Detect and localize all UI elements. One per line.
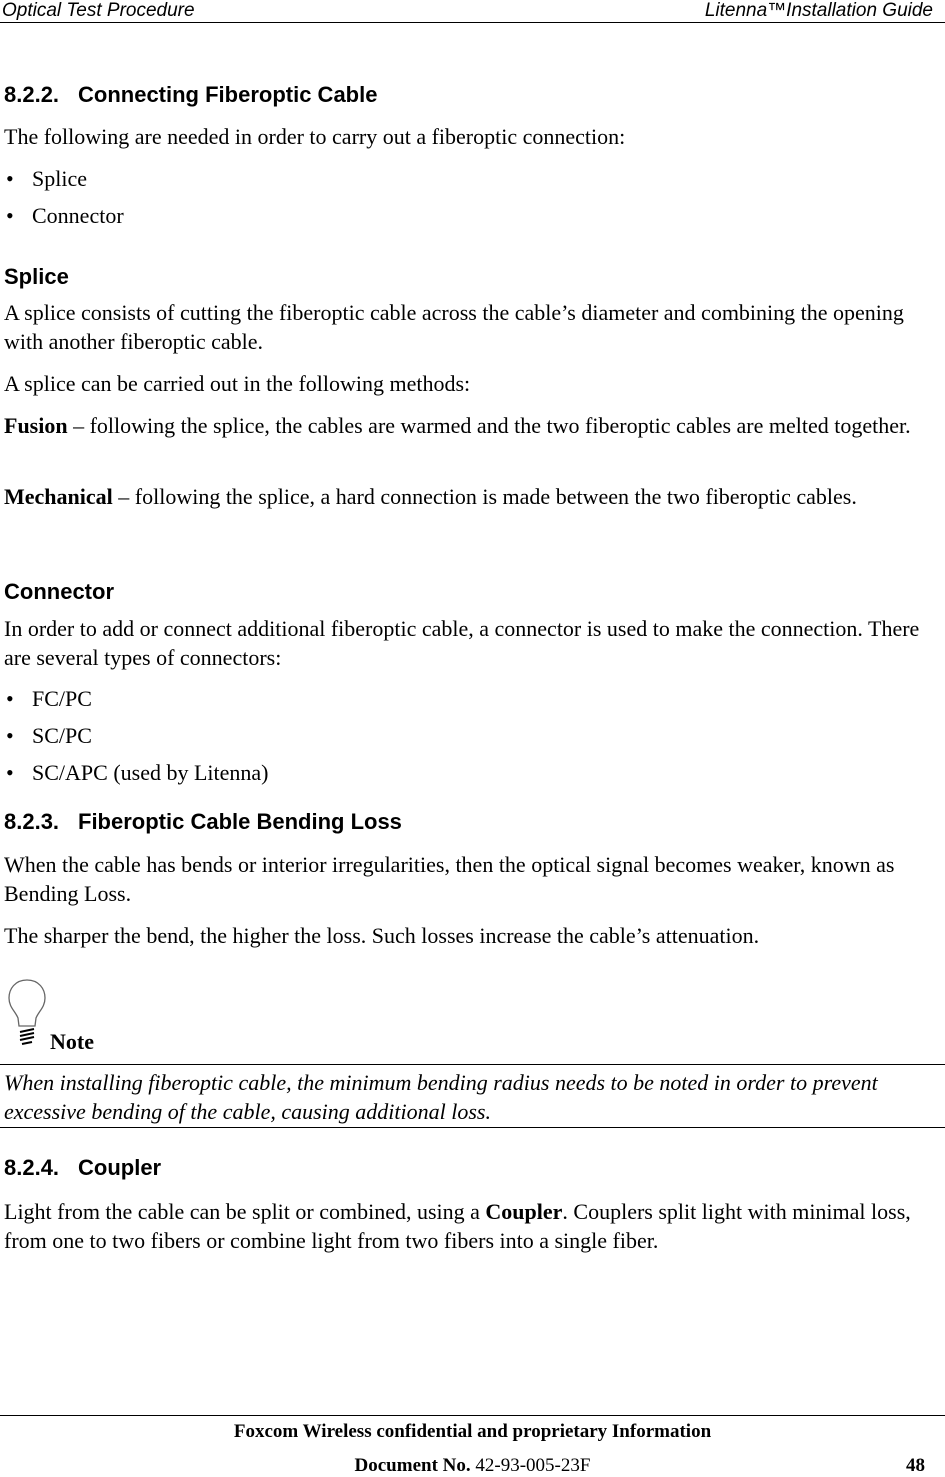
page-number: 48 <box>906 1455 925 1476</box>
coupler-term: Coupler <box>485 1199 563 1224</box>
bullet-icon: • <box>6 686 14 711</box>
section-heading-8-2-4 <box>4 1155 161 1181</box>
connector-paragraph: In order to add or connect additional fiberoptic cable, a connector is used to make the connection. There are several types of connectors: <box>4 616 920 670</box>
running-header-left: Optical Test Procedure <box>2 0 195 21</box>
intro-paragraph: The following are needed in order to carry out a fiberoptic connection: <box>4 124 626 149</box>
footer-confidential: Foxcom Wireless confidential and proprietary Information <box>233 1421 712 1442</box>
bullet-icon: • <box>6 203 14 228</box>
mechanical-term: Mechanical <box>4 484 113 509</box>
splice-paragraph: A splice consists of cutting the fiberoptic cable across the cable’s diameter and combining the opening with another fiberoptic cable. <box>4 300 904 354</box>
document-number-value: 42-93-005-23F <box>470 1455 591 1476</box>
bending-paragraph: When the cable has bends or interior irregularities, then the optical signal becomes weaker, known as Bending Loss. <box>4 852 895 906</box>
note-top-rule <box>0 1064 945 1065</box>
header-rule <box>0 22 945 23</box>
subheading-connector: Connector <box>4 579 114 604</box>
bullet-icon: • <box>6 723 14 748</box>
section-title: Coupler <box>78 1155 162 1180</box>
mechanical-paragraph: Mechanical – following the splice, a hard connection is made between the two fiberoptic cables. <box>4 484 857 509</box>
bullet-icon: • <box>6 166 14 191</box>
note-text: When installing fiberoptic cable, the minimum bending radius needs to be noted in order to prevent excessive bending of the cable, causing additional loss. <box>4 1070 878 1124</box>
note-label: Note <box>50 1029 94 1054</box>
fusion-term: Fusion <box>4 413 68 438</box>
bending-paragraph-2: The sharper the bend, the higher the loss. Such losses increase the cable’s attenuation. <box>4 923 760 948</box>
fusion-paragraph: Fusion – following the splice, the cables are warmed and the two fiberoptic cables are melted together. <box>4 413 911 438</box>
section-number: 8.2.4. <box>4 1155 60 1180</box>
lightbulb-icon <box>6 978 48 1054</box>
coupler-paragraph: Light from the cable can be split or combined, using a Coupler. Couplers split light with minimal loss, from one to two fibers or combine light from two fibers into a single fiber. <box>4 1199 911 1253</box>
splice-methods-paragraph: A splice can be carried out in the following methods: <box>4 371 471 396</box>
section-number: 8.2.2. <box>4 82 60 107</box>
running-header-right: Litenna™Installation Guide <box>704 0 933 21</box>
document-number-label: Document No. <box>354 1455 471 1476</box>
list-item: • SC/PC <box>6 723 92 748</box>
list-item: • FC/PC <box>6 686 92 711</box>
section-heading-8-2-3 <box>4 809 402 835</box>
note-bottom-rule <box>0 1127 945 1128</box>
footer-rule <box>0 1415 945 1416</box>
footer-document-number <box>0 1455 945 1477</box>
list-item: • Connector <box>6 203 124 228</box>
section-title: Fiberoptic Cable Bending Loss <box>78 809 402 834</box>
bullet-icon: • <box>6 760 14 785</box>
section-number: 8.2.3. <box>4 809 60 834</box>
section-heading-8-2-2 <box>4 82 377 108</box>
subheading-splice: Splice <box>4 264 69 289</box>
list-item: • Splice <box>6 166 87 191</box>
section-title: Connecting Fiberoptic Cable <box>78 82 378 107</box>
list-item: • SC/APC (used by Litenna) <box>6 760 269 785</box>
